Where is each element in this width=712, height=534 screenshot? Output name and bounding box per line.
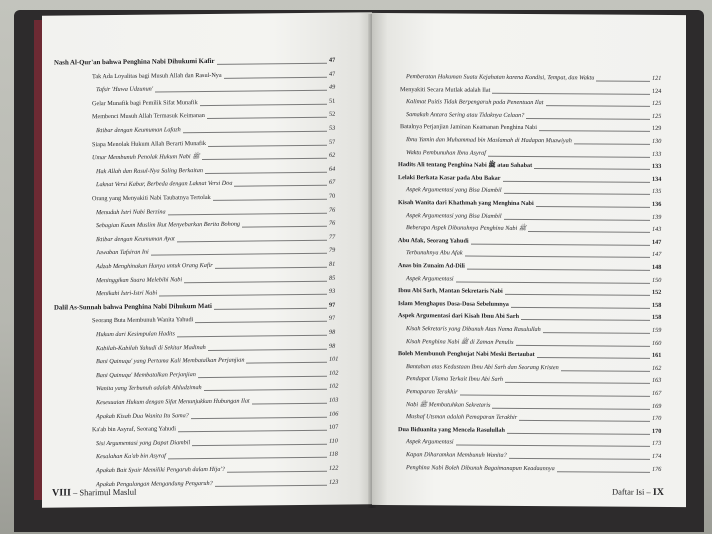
toc-leader-line (215, 267, 327, 269)
toc-leader-line (511, 307, 650, 309)
toc-entry (96, 369, 343, 380)
right-footer (612, 487, 664, 498)
toc-entry (398, 350, 666, 360)
toc-entry (406, 439, 666, 449)
toc-entry (96, 206, 343, 217)
toc-leader-line (546, 105, 650, 107)
toc-entry (406, 73, 666, 83)
toc-entry (96, 220, 343, 231)
toc-leader-line (534, 168, 650, 170)
toc-entry (96, 410, 343, 421)
toc-entry-page: 160 (652, 339, 662, 347)
toc-entry (92, 193, 343, 204)
toc-entry (398, 287, 666, 297)
toc-leader-line (202, 158, 327, 160)
toc-entry-page: 51 (329, 97, 336, 105)
toc-entry-page: 121 (652, 74, 662, 82)
toc-leader-line (246, 362, 327, 364)
toc-leader-line (521, 319, 650, 321)
toc-entry-title: Iktibar dengan Keumuman Ayat (96, 235, 175, 243)
toc-entry-title: Kesesuaian Hukum dengan Sifat Menunjukkan Hubungan Ilat (96, 397, 250, 407)
toc-entry-page: 47 (329, 56, 336, 64)
toc-leader-line (596, 80, 650, 81)
toc-entry (92, 152, 343, 163)
toc-entry-page: 102 (329, 369, 339, 377)
toc-entry-title: Pemaparan Terakhir (406, 388, 458, 396)
toc-entry-page: 70 (329, 192, 336, 200)
left-running-title: Sharimul Maslul (79, 486, 137, 498)
right-page (372, 13, 686, 507)
toc-entry-title: Kabilah-Kabilah Yahudi di Sekitar Madinah (96, 343, 206, 352)
toc-entry-title: Hak Allah dan Rasul-Nya Saling Berkaitan (96, 166, 203, 175)
toc-entry-title: Kesalahan Ka'ab bin Asyraf (96, 452, 166, 461)
toc-entry-page: 125 (652, 100, 662, 108)
toc-leader-line (505, 294, 650, 296)
toc-entry (406, 212, 666, 222)
toc-entry-title: Terbunuhnya Abu Afak (406, 249, 463, 257)
toc-entry (406, 224, 666, 234)
toc-entry-page: 139 (652, 213, 662, 221)
toc-entry-title: Aspek Argumentasi yang Bisa Diambil (406, 211, 502, 220)
toc-entry-title: Aspek Argumentasi yang Bisa Diambil (406, 186, 502, 195)
toc-entry-page: 85 (329, 274, 336, 282)
toc-entry-page: 97 (329, 301, 336, 309)
toc-entry-title: Tak Ada Loyalitas bagi Musuh Allah dan Rasul-Nya (92, 71, 222, 80)
toc-leader-line (155, 90, 327, 93)
toc-entry-title: Bani Qainuqa' Membatalkan Perjanjian (96, 370, 196, 379)
toc-entry-page: 125 (652, 112, 662, 120)
toc-leader-line (467, 269, 650, 271)
toc-entry-title: Nabi ﷺ Membutuhkan Sekretaris (406, 400, 491, 409)
toc-entry-title: Beberapa Aspek Dibunuhnya Penghina Nabi ﷺ (406, 224, 527, 233)
toc-entry-page: 148 (652, 263, 662, 271)
toc-entry (96, 247, 343, 258)
toc-entry-page: 102 (329, 383, 339, 391)
toc-leader-line (224, 76, 327, 78)
toc-entry (96, 451, 343, 462)
toc-entry-page: 98 (329, 328, 336, 336)
toc-entry-page: 176 (652, 465, 662, 473)
toc-leader-line (507, 433, 650, 435)
toc-entry-title: Laknat Versi Kabar, Berbeda dengan Laknat Versi Doa (96, 180, 233, 189)
toc-entry-title: Aspek Argumentasi dari Kisah Ibnu Abi Sarh (398, 312, 520, 321)
toc-entry (54, 57, 343, 68)
toc-entry (96, 465, 343, 476)
toc-entry-page: 98 (329, 342, 336, 350)
toc-entry-page: 49 (329, 83, 336, 91)
toc-entry-page: 106 (329, 410, 339, 418)
toc-entry-title: Lelaki Berkata Kasar pada Abu Bakar (398, 173, 501, 182)
toc-leader-line (543, 332, 650, 334)
toc-leader-line (159, 294, 327, 297)
toc-entry (406, 376, 666, 386)
toc-leader-line (516, 345, 650, 347)
toc-entry-title: Sebagian Kaum Muslim Ikut Menyebarkan Berita Bohong (96, 220, 241, 230)
toc-leader-line (191, 416, 327, 418)
toc-entry (96, 437, 343, 448)
toc-entry (398, 426, 666, 436)
toc-leader-line (504, 193, 650, 195)
toc-entry-title: Menikahi Istri-Istri Nabi (96, 289, 158, 298)
toc-entry-title: Apakah Pengulangan Mengandung Pengaruh? (96, 479, 213, 488)
toc-entry (398, 312, 666, 322)
toc-leader-line (177, 240, 327, 243)
toc-entry-title: Tafsir 'Huwa Udzunun' (96, 85, 154, 94)
toc-entry-title: Sisi Argumentasi yang Dapat Diambil (96, 438, 191, 447)
right-footer-separator: – (646, 486, 651, 497)
toc-entry-page: 150 (652, 276, 662, 284)
toc-entry-page: 162 (652, 364, 662, 372)
toc-entry (96, 342, 343, 353)
toc-entry (92, 424, 343, 435)
toc-entry-title: Mushaf Utsman adalah Pemaparan Terakhir (406, 413, 518, 422)
toc-entry (96, 383, 343, 394)
toc-entry-title: Aspek Argumentasi (406, 274, 454, 283)
toc-leader-line (456, 445, 650, 447)
toc-entry (406, 388, 666, 398)
toc-entry (406, 413, 666, 423)
toc-leader-line (234, 185, 327, 187)
left-footer-separator: – (73, 487, 78, 498)
toc-entry (96, 125, 343, 136)
toc-leader-line (503, 181, 650, 183)
toc-leader-line (151, 253, 327, 256)
toc-entry-page: 53 (329, 124, 336, 132)
toc-entry (398, 300, 666, 310)
toc-entry-page: 130 (652, 137, 662, 145)
toc-leader-line (505, 382, 650, 384)
toc-entry (398, 174, 666, 184)
toc-leader-line (471, 243, 650, 245)
toc-entry-title: Ka'ab bin Asyraf, Seorang Yahudi (92, 425, 176, 434)
toc-entry-page: 147 (652, 238, 662, 246)
toc-entry-title: Pendapat Ulama Terkait Ibnu Abi Sarh (406, 375, 503, 384)
toc-leader-line (168, 457, 327, 460)
toc-entry-title: Hadits Ali tentang Penghina Nabi ﷺ atau Sahabat (398, 161, 533, 170)
toc-leader-line (537, 357, 650, 359)
toc-entry-page: 143 (652, 226, 662, 234)
toc-entry-page: 147 (652, 251, 662, 259)
toc-leader-line (178, 430, 327, 433)
toc-entry-page: 79 (329, 247, 336, 255)
left-page-number: VIII (52, 487, 71, 499)
toc-entry-page: 133 (652, 150, 662, 158)
toc-entry-title: Kapan Diharamkan Membunuh Wanita? (406, 451, 507, 459)
toc-entry-page: 173 (652, 440, 662, 448)
toc-entry (406, 275, 666, 285)
toc-entry-title: Batalnya Perjanjian Jaminan Keamanan Penghina Nabi (400, 123, 537, 132)
toc-entry-title: Jawaban Tafsiran Ini (96, 249, 149, 257)
toc-entry (406, 325, 666, 335)
toc-entry-title: Kisah Wanita dari Khathmah yang Menghina Nabi (398, 199, 534, 208)
toc-entry-page: 57 (329, 138, 336, 146)
toc-leader-line (213, 199, 327, 201)
toc-entry-title: Penghina Nabi Boleh Dibunuh Bagaimanapun Keadaannya (406, 463, 555, 472)
toc-entry-title: Membenci Musuh Allah Termasuk Keimanan (92, 112, 205, 121)
toc-entry-title: Dua Biduanita yang Mencela Rasulullah (398, 425, 505, 434)
toc-entry-title: Kisah Sekretaris yang Dibunuh Atas Nama Rasulullah (406, 325, 541, 334)
toc-entry (92, 315, 343, 326)
toc-leader-line (465, 256, 650, 258)
toc-entry-page: 158 (652, 314, 662, 322)
toc-leader-line (528, 231, 650, 233)
toc-entry (398, 262, 666, 272)
toc-entry-title: Islam Menghapus Dosa-Dosa Sebelumnya (398, 299, 509, 308)
toc-entry-title: Umar Membunuh Penolak Hukum Nabi ﷺ (92, 153, 200, 162)
toc-entry (406, 464, 666, 474)
toc-leader-line (227, 471, 327, 473)
toc-entry-page: 169 (652, 402, 662, 410)
toc-entry-title: Kisah Penghina Nabi ﷺ di Zaman Penulis (406, 337, 514, 346)
toc-entry-page: 81 (329, 260, 336, 268)
toc-leader-line (183, 131, 327, 134)
toc-entry-page: 76 (329, 206, 336, 214)
toc-entry-page: 123 (329, 478, 339, 486)
toc-entry (92, 97, 343, 108)
toc-entry-page: 174 (652, 452, 662, 460)
toc-entry (92, 138, 343, 149)
toc-entry (398, 237, 666, 247)
left-page (42, 12, 372, 507)
toc-entry-page: 133 (652, 163, 662, 171)
toc-entry (406, 136, 666, 146)
toc-entry-page: 47 (329, 70, 336, 78)
toc-entry-title: Ibnu Abi Sarh, Mantan Sekretaris Nabi (398, 287, 503, 296)
toc-leader-line (207, 117, 327, 119)
toc-entry (92, 70, 343, 81)
toc-leader-line (177, 335, 327, 338)
toc-entry-page: 77 (329, 233, 336, 241)
toc-leader-line (504, 218, 650, 220)
toc-leader-line (492, 407, 650, 409)
toc-entry (400, 123, 666, 133)
toc-entry-title: Samakah Antara Sering atau Tidaknya Celaan? (406, 110, 525, 119)
toc-leader-line (252, 403, 327, 405)
toc-leader-line (204, 389, 327, 391)
toc-entry-page: 62 (329, 151, 336, 159)
toc-entry (96, 165, 343, 176)
toc-leader-line (195, 321, 327, 323)
toc-entry-title: Wanita yang Terbunuh adalah Ahludzimah (96, 384, 202, 393)
toc-entry (96, 274, 343, 285)
toc-leader-line (200, 104, 327, 106)
toc-entry (406, 98, 666, 108)
toc-entry (398, 199, 666, 209)
toc-entry (406, 187, 666, 197)
toc-entry-page: 170 (652, 415, 662, 423)
toc-entry-title: Anas bin Zunaim Ad-Dili (398, 262, 465, 270)
toc-entry-title: Menuduh Istri Nabi Berzina (96, 208, 166, 216)
toc-entry-title: Nash Al-Qur'an bahwa Penghina Nabi Dihukumi Kafir (54, 57, 215, 67)
toc-leader-line (192, 444, 327, 446)
toc-entry (406, 363, 666, 373)
toc-entry-title: Seorang Buta Membunuh Wanita Yahudi (92, 316, 194, 325)
toc-leader-line (557, 471, 650, 473)
toc-leader-line (526, 118, 650, 120)
toc-entry-page: 170 (652, 427, 662, 435)
toc-leader-line (456, 281, 650, 283)
toc-entry-page: 118 (329, 451, 338, 459)
toc-leader-line (536, 206, 650, 208)
toc-leader-line (208, 144, 327, 146)
toc-leader-line (168, 212, 327, 215)
toc-entry-page: 135 (652, 188, 662, 196)
toc-entry-title: Meninggikan Suara Melebihi Nabi (96, 275, 183, 284)
toc-leader-line (561, 370, 650, 372)
toc-entry (400, 86, 666, 96)
toc-entry-page: 107 (329, 423, 339, 431)
toc-entry-title: Kalimat Puitis Tidak Berpengaruh pada Penentuan Ilat (406, 98, 544, 107)
toc-entry-page: 52 (329, 111, 336, 119)
toc-leader-line (492, 92, 650, 94)
toc-entry-title: Bani Qainuqa' yang Pertama Kali Membatalkan Perjanjian (96, 356, 245, 366)
toc-entry-page: 76 (329, 219, 336, 227)
toc-entry-page: 129 (652, 125, 662, 133)
toc-entry (54, 301, 343, 312)
toc-entry (406, 451, 666, 461)
right-running-title: Daftar Isi (612, 486, 645, 497)
toc-entry-title: Pemberatan Hukuman Suatu Kejahatan karena Kondisi, Tempat, dan Waktu (406, 73, 595, 82)
toc-entry-title: Aspek Argumentasi (406, 438, 454, 446)
toc-entry (398, 161, 666, 171)
toc-leader-line (509, 458, 650, 460)
toc-entry (96, 179, 343, 190)
toc-leader-line (217, 63, 327, 65)
toc-entry-title: Bantahan atas Kedustaan Ibnu Abi Sarh dan Seorang Kristen (406, 362, 559, 372)
toc-entry-page: 110 (329, 437, 338, 445)
toc-entry (96, 84, 343, 95)
toc-entry-title: Apakah Kisah Dua Wanita Itu Sama? (96, 411, 189, 420)
toc-entry (96, 261, 343, 272)
toc-entry-page: 167 (652, 389, 662, 397)
toc-entry (96, 288, 343, 299)
toc-entry (96, 356, 343, 367)
toc-entry (406, 338, 666, 348)
toc-entry (406, 250, 666, 260)
toc-entry (406, 401, 666, 411)
toc-entry (96, 397, 343, 408)
toc-leader-line (215, 484, 327, 486)
toc-entry-page: 134 (652, 175, 662, 183)
toc-leader-line (214, 308, 327, 310)
right-page-number: IX (652, 486, 664, 498)
toc-leader-line (208, 348, 327, 350)
toc-entry-page: 163 (652, 377, 662, 385)
toc-leader-line (519, 420, 650, 422)
toc-entry-title: Dalil As-Sunnah bahwa Penghina Nabi Dihukum Mati (54, 302, 212, 312)
toc-entry-title: Waktu Pembunuhan Ibnu Asyraf (406, 148, 486, 157)
toc-leader-line (242, 226, 327, 228)
toc-entry-page: 67 (329, 179, 336, 187)
toc-leader-line (184, 280, 327, 282)
toc-entry-page: 97 (329, 315, 336, 323)
toc-leader-line (574, 143, 650, 145)
toc-entry (92, 111, 343, 122)
toc-entry-title: Apakah Bait Syair Memiliki Pengaruh dalam Hija'? (96, 465, 225, 475)
toc-entry-page: 158 (652, 301, 662, 309)
toc-entry (406, 149, 666, 159)
left-footer (52, 487, 136, 499)
toc-entry-title: Boleh Membunuh Penghujat Nabi Meski Bertaubat (398, 350, 535, 359)
toc-leader-line (205, 172, 327, 174)
toc-entry-title: Siapa Menolak Hukum Allah Berarti Munafik (92, 139, 206, 148)
toc-entry-page: 161 (652, 352, 662, 360)
toc-leader-line (460, 395, 650, 397)
toc-leader-line (198, 376, 327, 378)
toc-entry (96, 233, 343, 244)
toc-leader-line (539, 130, 650, 132)
toc-entry-title: Ibnu Yamin dan Muhammad bin Maslamah di Hadapan Muawiyah (406, 136, 572, 145)
toc-entry-page: 159 (652, 326, 662, 334)
toc-entry-page: 101 (329, 355, 339, 363)
toc-entry-title: Menyakiti Secara Mutlak adalah Ilat (400, 85, 491, 94)
toc-entry-title: Iktibar dengan Keumuman Lafazh (96, 126, 181, 135)
toc-entry-title: Orang yang Menyakiti Nabi Taubatnya Tertolak (92, 193, 211, 203)
toc-entry-title: Adzab Menghinakan Hanya untuk Orang Kafir (96, 261, 213, 271)
toc-entry (406, 111, 666, 121)
toc-entry-page: 64 (329, 165, 336, 173)
toc-entry-page: 152 (652, 289, 662, 297)
toc-entry-page: 122 (329, 464, 339, 472)
toc-entry-title: Gelar Munafik bagi Pemilik Sifat Munafik (92, 98, 198, 108)
toc-entry-title: Abu Afak, Seorang Yahudi (398, 236, 469, 245)
toc-entry-page: 136 (652, 200, 662, 208)
toc-entry-page: 103 (329, 396, 339, 404)
toc-entry-page: 124 (652, 87, 662, 95)
toc-entry-page: 93 (329, 287, 336, 295)
toc-entry-title: Hukum dari Kesimpulan Hadits (96, 330, 175, 339)
toc-leader-line (488, 155, 650, 157)
toc-entry (96, 329, 343, 340)
